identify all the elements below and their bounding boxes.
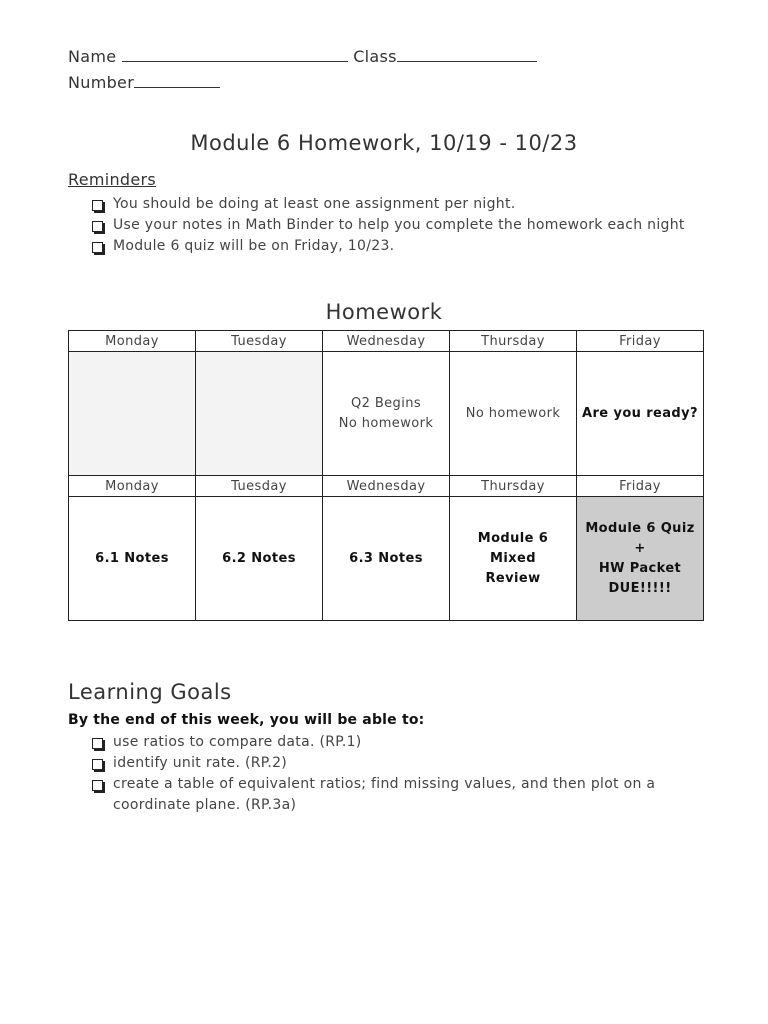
name-class-line <box>68 46 537 66</box>
day-header: Wednesday <box>323 331 450 352</box>
day-header: Wednesday <box>323 476 450 497</box>
list-item: create a table of equivalent ratios; find missing values, and then plot on a coordinate plane. (RP.3a) <box>92 774 682 816</box>
learning-goals-list <box>92 732 682 816</box>
day-header: Monday <box>69 476 196 497</box>
week1-tuesday-cell <box>196 352 323 476</box>
week2-friday-cell: Module 6 Quiz + HW Packet DUE!!!!! <box>577 497 704 621</box>
table-row <box>69 476 704 497</box>
week2-monday-cell: 6.1 Notes <box>69 497 196 621</box>
table-row <box>69 497 704 621</box>
checkbox-icon <box>92 759 103 770</box>
name-blank <box>122 46 348 62</box>
list-item: You should be doing at least one assignment per night. <box>92 194 685 215</box>
week1-thursday-cell: No homework <box>450 352 577 476</box>
number-label: Number <box>68 73 135 92</box>
name-label: Name <box>68 47 117 66</box>
day-header: Thursday <box>450 476 577 497</box>
week1-monday-cell <box>69 352 196 476</box>
checkbox-icon <box>92 738 103 749</box>
day-header: Thursday <box>450 331 577 352</box>
day-header: Monday <box>69 331 196 352</box>
learning-goals-heading: Learning Goals <box>68 680 232 704</box>
reminders-list <box>92 194 685 257</box>
list-item: identify unit rate. (RP.2) <box>92 753 682 774</box>
week2-tuesday-cell: 6.2 Notes <box>196 497 323 621</box>
checkbox-icon <box>92 780 103 791</box>
day-header: Tuesday <box>196 331 323 352</box>
checkbox-icon <box>92 242 103 253</box>
week1-friday-cell: Are you ready? <box>577 352 704 476</box>
list-item: Use your notes in Math Binder to help you complete the homework each night <box>92 215 685 236</box>
number-line <box>68 72 220 92</box>
number-blank <box>134 72 220 88</box>
week2-thursday-cell: Module 6 Mixed Review <box>450 497 577 621</box>
homework-heading: Homework <box>325 300 443 324</box>
homework-table <box>68 330 704 621</box>
table-row <box>69 352 704 476</box>
day-header: Friday <box>577 476 704 497</box>
week1-wednesday-cell: Q2 Begins No homework <box>323 352 450 476</box>
reminders-heading: Reminders <box>68 170 157 189</box>
class-label: Class <box>353 47 397 66</box>
class-blank <box>397 46 537 62</box>
learning-goals-intro: By the end of this week, you will be able to: <box>68 712 425 728</box>
week2-wednesday-cell: 6.3 Notes <box>323 497 450 621</box>
page-title: Module 6 Homework, 10/19 - 10/23 <box>190 131 578 155</box>
day-header: Friday <box>577 331 704 352</box>
day-header: Tuesday <box>196 476 323 497</box>
list-item: use ratios to compare data. (RP.1) <box>92 732 682 753</box>
checkbox-icon <box>92 221 103 232</box>
list-item: Module 6 quiz will be on Friday, 10/23. <box>92 236 685 257</box>
checkbox-icon <box>92 200 103 211</box>
table-row <box>69 331 704 352</box>
